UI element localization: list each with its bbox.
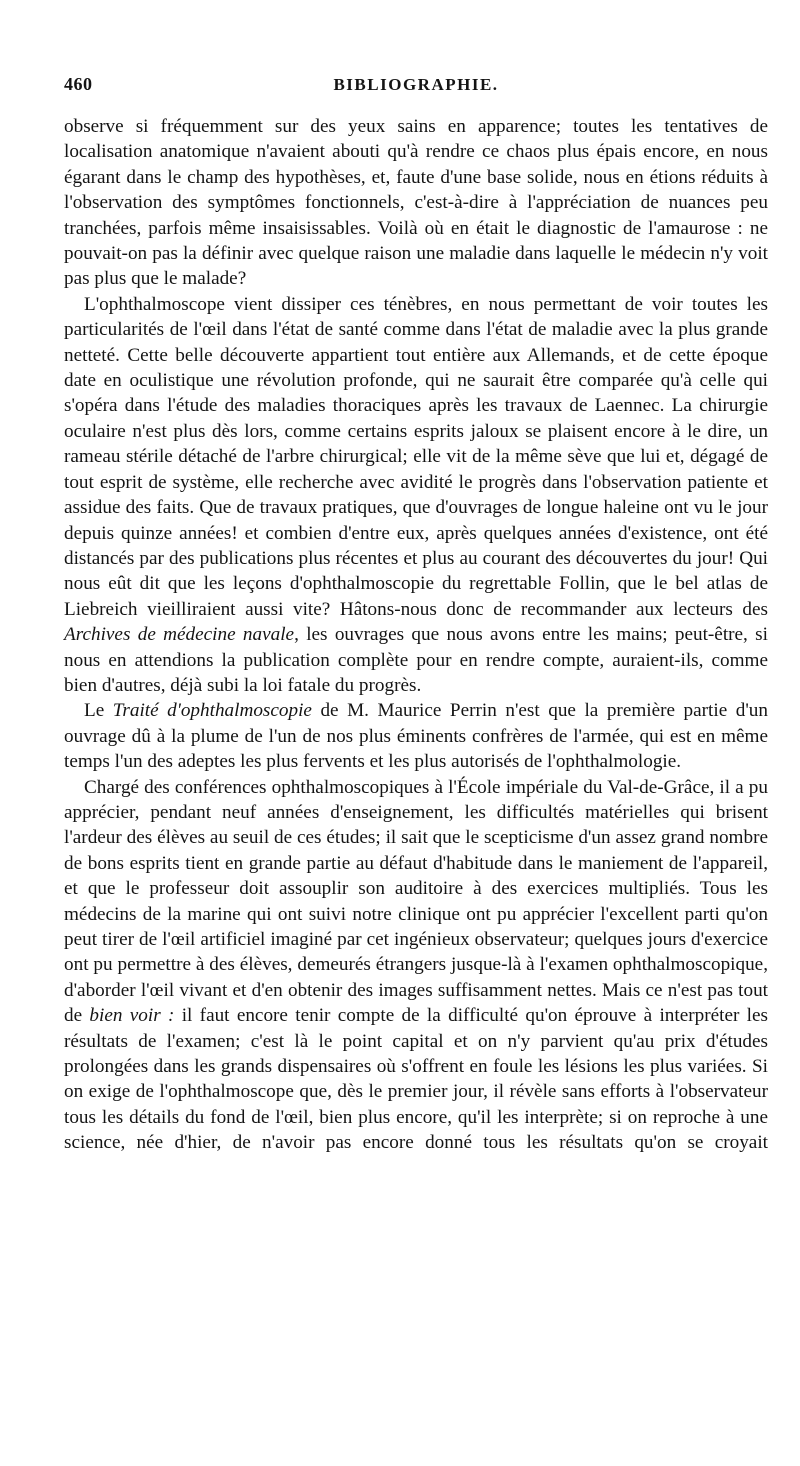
- paragraph-1: [64, 114, 768, 292]
- paragraph-2: [64, 292, 768, 699]
- running-head: [64, 74, 768, 106]
- paragraph-4-text-b: il faut encore tenir compte de la difficulté qu'on éprouve à interpréter les résultats de l'examen; c'est là le point capital et on n'y parvient qu'au prix d'études prolongées dans les grands dispensaires où s'offrent en foule les lésions les plus variées. Si on exige de l'ophthalmoscope que, dès le premier jour, il révèle sans efforts à l'observateur tous les détails du fond de l'œil, bien plus encore, qu'il les interprète; si on reproche à une science, née d'hier, de n'avoir pas encore donné tous les résultats qu'on se croyait: [64, 1005, 768, 1154]
- paragraph-4: [64, 775, 768, 1156]
- book-title-italic: Traité d'ophthalmoscopie: [112, 700, 312, 722]
- page-number: 460: [64, 74, 93, 94]
- paragraph-1-text: observe si fréquemment sur des yeux sains en apparence; toutes les tentatives de localisation anatomique n'avaient abouti qu'à rendre ce chaos plus épais encore, en nous égarant dans le champ des hypothèses, et, faute d'une base solide, nous en étions réduits à l'observation des symptômes fonctionnels, c'est-à-dire à l'appréciation de nuances peu tranchées, parfois même insaisissables. Voilà où en était le diagnostic de l'amaurose : ne pouvait-on pas la définir avec quelque raison une maladie dans laquelle le médecin n'y voit pas plus que le malade?: [64, 116, 768, 290]
- document-page: [64, 74, 768, 1156]
- paragraph-3-text-a: Le: [84, 700, 113, 722]
- running-title: BIBLIOGRAPHIE.: [333, 75, 499, 94]
- paragraph-4-text-a: Chargé des conférences ophthalmoscopiques à l'École impériale du Val-de-Grâce, il a pu apprécier, pendant neuf années d'enseignement, les difficultés matérielles qui brisent l'ardeur des élèves au seuil de ces études; il sait que le scepticisme d'un assez grand nombre de bons esprits tient en grande partie au défaut d'habitude dans le maniement de l'appareil, et que le professeur doit assouplir son auditoire à des exercices multipliés. Tous les médecins de la marine qui ont suivi notre clinique ont pu apprécier l'excellent parti qu'on peut tirer de l'œil artificiel imaginé par cet ingénieux observateur; quelques jours d'exercice ont pu permettre à des élèves, demeurés étrangers jusque-là à l'examen ophthalmoscopique, d'aborder l'œil vivant et d'en obtenir des images suffisamment nettes. Mais ce n'est pas tout de: [64, 776, 768, 1027]
- emphasis-italic: bien voir :: [89, 1005, 175, 1027]
- journal-title-italic: Archives de médecine navale: [64, 624, 295, 646]
- paragraph-2-text-a: L'ophthalmoscope vient dissiper ces ténèbres, en nous permettant de voir toutes les particularités de l'œil dans l'état de santé comme dans l'état de maladie avec la plus grande netteté. Cette belle découverte appartient tout entière aux Allemands, et de cette époque date en oculistique une révolution profonde, qui ne saurait être comparée qu'à celle qui s'opéra dans l'étude des maladies thoraciques après les travaux de Laennec. La chirurgie oculaire n'est plus dès lors, comme certains esprits jaloux se plaisent encore à le dire, un rameau stérile détaché de l'arbre chirurgical; elle vit de la même sève que lui et, dégagé de tout esprit de système, elle recherche avec avidité le progrès dans l'observation patiente et assidue des faits. Que de travaux pratiques, que d'ouvrages de longue haleine ont vu le jour depuis quinze années! et combien d'entre eux, après quelques années d'existence, ont été distancés par des publications plus récentes et plus au courant des découvertes du jour! Qui nous eût dit que les leçons d'ophthalmoscopie du regrettable Follin, que le bel atlas de Liebreich vieilliraient aussi vite? Hâtons-nous donc de recommander aux lecteurs des: [64, 293, 768, 620]
- paragraph-2-text-b: , les ouvrages que nous avons entre les mains; peut-être, si nous en attendions la publication complète pour en rendre compte, auraient-ils, comme bien d'autres, déjà subi la loi fatale du progrès.: [64, 624, 768, 696]
- paragraph-3: [64, 698, 768, 774]
- body-text: [64, 114, 768, 1156]
- paragraph-3-text-b: de M. Maurice Perrin n'est que la première partie d'un ouvrage dû à la plume de l'un de nos plus éminents confrères de l'armée, qui est en même temps l'un des adeptes les plus fervents et les plus autorisés de l'ophthalmologie.: [64, 700, 768, 773]
